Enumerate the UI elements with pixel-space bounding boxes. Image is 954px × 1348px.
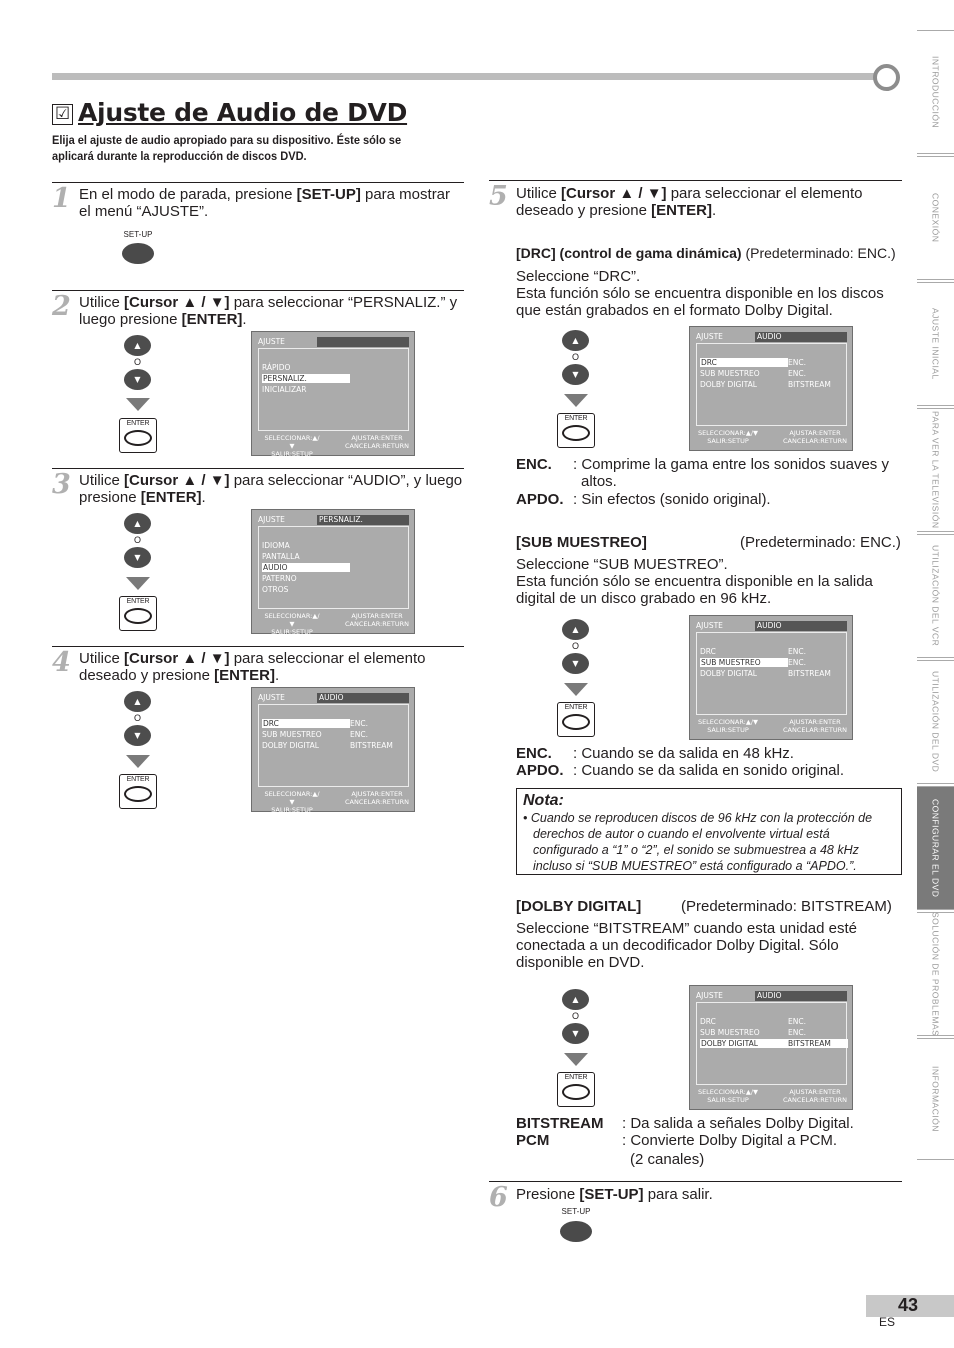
menu-item-rapido: RÁPIDO — [262, 363, 291, 372]
menu-item-sub-muestreo: SUB MUESTREO — [262, 730, 322, 739]
step-2-text: Utilice [Cursor ▲ / ▼] para seleccionar “PERSNALIZ.” y luego presione [ENTER]. — [79, 294, 458, 328]
screen-footer-left: SELECCIONAR:▲/▼ SALIR:SETUP — [697, 429, 759, 445]
sub-line-1: Seleccione “SUB MUESTREO”. — [516, 556, 728, 573]
step-5-rule — [489, 180, 902, 181]
menu-value-dolby: BITSTREAM — [788, 380, 831, 389]
setup-button-label: SET-UP — [123, 230, 153, 239]
menu-value-sub: ENC. — [788, 658, 806, 667]
sub-heading: [SUB MUESTREO] — [516, 534, 647, 551]
menu-item-dolby-digital: DOLBY DIGITAL — [700, 669, 757, 678]
step-6-rule — [489, 1181, 902, 1182]
menu-value-drc: ENC. — [788, 647, 806, 656]
dolby-line-1: Seleccione “BITSTREAM” cuando esta unidad esté conectada a un decodificador Dolby Digital. Sólo disponible en DVD. — [516, 920, 858, 971]
menu-screen-dolby-digital: AJUSTE AUDIO DRC SUB MUESTREO DOLBY DIGITAL ENC. ENC. BITSTREAM SELECCIONAR:▲/▼ SALIR:SETUP AJUSTAR:ENTER CANCELAR:RETURN — [689, 985, 853, 1110]
step-3-number: 3 — [52, 469, 71, 500]
dolby-value-pcm-channels: (2 canales) — [630, 1151, 705, 1168]
tab-para-ver-la-television[interactable]: PARA VER LA TELEVISIÓN — [917, 408, 954, 532]
arrow-down-icon — [126, 577, 150, 590]
cursor-down-icon[interactable]: ▼ — [124, 547, 151, 568]
tab-ajuste-inicial[interactable]: AJUSTE INICIAL — [917, 282, 954, 406]
menu-item-persnaliz: PERSNALIZ. — [262, 374, 350, 383]
dolby-heading: [DOLBY DIGITAL] — [516, 898, 642, 915]
sub-key-enc: ENC. — [516, 745, 552, 762]
sub-value-apdo: : Cuando se da salida en sonido original. — [573, 762, 845, 779]
step-4-text: Utilice [Cursor ▲ / ▼] para seleccionar el elemento deseado y presione [ENTER]. — [79, 650, 426, 684]
menu-item-idioma: IDIOMA — [262, 541, 290, 550]
sub-value-enc: : Cuando se da salida en 48 kHz. — [573, 745, 794, 762]
menu-item-drc: DRC — [700, 1017, 716, 1026]
drc-value-apdo: : Sin efectos (sonido original). — [573, 491, 771, 508]
cursor-up-icon[interactable]: ▲ — [124, 335, 151, 356]
step-2-rule — [52, 290, 464, 291]
menu-item-drc: DRC — [262, 719, 350, 728]
menu-item-audio: AUDIO — [262, 563, 350, 572]
menu-item-paterno: PATERNO — [262, 574, 297, 583]
arrow-down-icon — [126, 398, 150, 411]
tab-utilizacion-del-dvd[interactable]: UTILIZACIÓN DEL DVD — [917, 660, 954, 784]
cursor-up-icon[interactable]: ▲ — [562, 619, 589, 640]
step-5-number: 5 — [489, 181, 508, 212]
sub-key-apdo: APDO. — [516, 762, 564, 779]
step-4-rule — [52, 646, 464, 647]
dolby-key-bitstream: BITSTREAM — [516, 1115, 604, 1132]
screen-footer-left: SELECCIONAR:▲/▼ SALIR:SETUP — [697, 1088, 759, 1104]
step-6-number: 6 — [489, 1182, 508, 1213]
step-4-number: 4 — [52, 647, 71, 678]
menu-screen-audio: AJUSTE AUDIO DRC SUB MUESTREO DOLBY DIGITAL ENC. ENC. BITSTREAM SELECCIONAR:▲/▼ SALIR:SETUP AJUSTAR:ENTER CANCELAR:RETURN — [251, 687, 415, 812]
arrow-down-icon — [564, 394, 588, 407]
menu-value-sub: ENC. — [788, 1028, 806, 1037]
tab-introduccion[interactable]: INTRODUCCIÓN — [917, 30, 954, 154]
dolby-key-pcm: PCM — [516, 1132, 550, 1149]
menu-value-dolby: BITSTREAM — [788, 669, 831, 678]
enter-button-icon[interactable]: ENTER — [557, 1072, 595, 1107]
menu-screen-drc: AJUSTE AUDIO DRC SUB MUESTREO DOLBY DIGITAL ENC. ENC. BITSTREAM SELECCIONAR:▲/▼ SALIR:SETUP AJUSTAR:ENTER CANCELAR:RETURN — [689, 326, 853, 451]
step-3-text: Utilice [Cursor ▲ / ▼] para seleccionar “AUDIO”, y luego presione [ENTER]. — [79, 472, 463, 506]
tab-configurar-el-dvd[interactable]: CONFIGURAR EL DVD — [917, 786, 954, 910]
cursor-up-icon[interactable]: ▲ — [124, 691, 151, 712]
intro-text: Elija el ajuste de audio apropiado para su dispositivo. Éste sólo se aplicará durante la reproducción de discos DVD. — [52, 133, 402, 163]
screen-footer-right: AJUSTAR:ENTER CANCELAR:RETURN — [345, 612, 409, 628]
menu-item-sub-muestreo: SUB MUESTREO — [700, 369, 760, 378]
cursor-down-icon[interactable]: ▼ — [562, 1023, 589, 1044]
tab-utilizacion-del-vcr[interactable]: UTILIZACIÓN DEL VCR — [917, 534, 954, 658]
menu-item-inicializar: INICIALIZAR — [262, 385, 307, 394]
enter-button-icon[interactable]: ENTER — [119, 418, 157, 453]
drc-key-enc: ENC. — [516, 456, 552, 473]
step-5-text: Utilice [Cursor ▲ / ▼] para seleccionar el elemento deseado y presione [ENTER]. — [516, 185, 863, 219]
menu-value-sub: ENC. — [350, 730, 368, 739]
menu-value-dolby: BITSTREAM — [788, 1039, 848, 1048]
dolby-default: (Predeterminado: BITSTREAM) — [681, 898, 892, 915]
menu-item-sub-muestreo: SUB MUESTREO — [700, 1028, 760, 1037]
cursor-up-icon[interactable]: ▲ — [124, 513, 151, 534]
page-number-bar — [866, 1295, 954, 1317]
menu-value-dolby: BITSTREAM — [350, 741, 393, 750]
note-box — [516, 788, 902, 875]
cursor-down-icon[interactable]: ▼ — [124, 725, 151, 746]
tab-conexion[interactable]: CONEXIÓN — [917, 156, 954, 280]
menu-item-sub-muestreo: SUB MUESTREO — [700, 658, 788, 667]
screen-footer-right: AJUSTAR:ENTER CANCELAR:RETURN — [783, 718, 847, 734]
enter-button-icon[interactable]: ENTER — [119, 774, 157, 809]
screen-footer-left: SELECCIONAR:▲/▼ SALIR:SETUP — [697, 718, 759, 734]
step-6-text: Presione [SET-UP] para salir. — [516, 1186, 713, 1203]
arrow-down-icon — [126, 755, 150, 768]
cursor-down-icon[interactable]: ▼ — [562, 653, 589, 674]
drc-value-enc: : Comprime la gama entre los sonidos suaves y altos. — [573, 456, 889, 490]
menu-value-sub: ENC. — [788, 369, 806, 378]
menu-item-dolby-digital: DOLBY DIGITAL — [700, 1039, 788, 1048]
sub-line-2: Esta función sólo se encuentra disponible en la salida digital de un disco grabado en 96 kHz. — [516, 573, 873, 607]
screen-footer-right: AJUSTAR:ENTER CANCELAR:RETURN — [345, 434, 409, 450]
arrow-down-icon — [564, 683, 588, 696]
or-label: O — [571, 352, 579, 362]
screen-footer-left: SELECCIONAR:▲/▼ SALIR:SETUP — [264, 434, 320, 458]
top-rule — [52, 73, 887, 80]
enter-button-icon[interactable]: ENTER — [119, 596, 157, 631]
cursor-down-icon[interactable]: ▼ — [124, 369, 151, 390]
screen-footer-right: AJUSTAR:ENTER CANCELAR:RETURN — [783, 429, 847, 445]
menu-item-dolby-digital: DOLBY DIGITAL — [700, 380, 757, 389]
cursor-up-icon[interactable]: ▲ — [562, 330, 589, 351]
cursor-up-icon[interactable]: ▲ — [562, 989, 589, 1010]
arrow-down-icon — [564, 1053, 588, 1066]
menu-item-otros: OTROS — [262, 585, 289, 594]
checkbox-icon: ☑ — [52, 104, 73, 125]
screen-footer-left: SELECCIONAR:▲/▼ SALIR:SETUP — [264, 612, 320, 636]
drc-key-apdo: APDO. — [516, 491, 564, 508]
menu-screen-persnaliz: AJUSTE PERSNALIZ. IDIOMA PANTALLA AUDIO PATERNO OTROS SELECCIONAR:▲/▼ SALIR:SETUP AJUSTAR:ENTER CANCELAR:RETURN — [251, 509, 415, 634]
dolby-value-bitstream: : Da salida a señales Dolby Digital. — [622, 1115, 854, 1132]
screen-footer-right: AJUSTAR:ENTER CANCELAR:RETURN — [345, 790, 409, 806]
menu-value-drc: ENC. — [788, 358, 806, 367]
note-text: • Cuando se reproducen discos de 96 kHz con la protección de derechos de autor o cuando el envolvente virtual está configurado a “1” o “2”, el sonido se submuestrea a 48 kHz incluso si “SUB MUESTREO” está configurado a “APDO.”. — [523, 811, 873, 873]
setup-button-label: SET-UP — [561, 1207, 591, 1216]
dolby-value-pcm: : Convierte Dolby Digital a PCM. — [622, 1132, 838, 1149]
menu-value-drc: ENC. — [350, 719, 368, 728]
screen-footer-left: SELECCIONAR:▲/▼ SALIR:SETUP — [264, 790, 320, 814]
or-label: O — [133, 357, 141, 367]
drc-line-2: Esta función sólo se encuentra disponible en los discos que están grabados en el formato Dolby Digital. — [516, 285, 884, 319]
tab-solucion-de-problemas[interactable]: SOLUCIÓN DE PROBLEMAS — [917, 912, 954, 1036]
menu-screen-ajuste: AJUSTE RÁPIDO PERSNALIZ. INICIALIZAR SELECCIONAR:▲/▼ SALIR:SETUP AJUSTAR:ENTER CANCELAR:RETURN — [251, 331, 415, 456]
menu-item-drc: DRC — [700, 358, 788, 367]
menu-item-pantalla: PANTALLA — [262, 552, 300, 561]
tab-informacion[interactable]: INFORMACIÓN — [917, 1038, 954, 1160]
or-label: O — [133, 713, 141, 723]
enter-button-icon[interactable]: ENTER — [557, 413, 595, 448]
step-1-rule — [52, 182, 464, 183]
drc-line-1: Seleccione “DRC”. — [516, 268, 641, 285]
menu-item-dolby-digital: DOLBY DIGITAL — [262, 741, 319, 750]
drc-heading: [DRC] (control de gama dinámica) (Predeterminado: ENC.) — [516, 245, 896, 261]
top-rule-circle — [873, 64, 900, 91]
screen-footer-right: AJUSTAR:ENTER CANCELAR:RETURN — [783, 1088, 847, 1104]
enter-button-icon[interactable]: ENTER — [557, 702, 595, 737]
step-2-number: 2 — [52, 291, 71, 322]
page-title: ☑ Ajuste de Audio de DVD — [52, 98, 407, 127]
or-label: O — [133, 535, 141, 545]
note-heading: Nota: — [523, 792, 564, 809]
language-code: ES — [879, 1315, 896, 1329]
step-1-text: En el modo de parada, presione [SET-UP] para mostrar el menú “AJUSTE”. — [79, 186, 451, 220]
step-3-rule — [52, 468, 464, 469]
or-label: O — [571, 1011, 579, 1021]
page-number: 43 — [897, 1295, 918, 1315]
menu-value-drc: ENC. — [788, 1017, 806, 1026]
setup-button-icon[interactable] — [122, 243, 154, 264]
menu-item-drc: DRC — [700, 647, 716, 656]
sub-default: (Predeterminado: ENC.) — [740, 534, 901, 551]
or-label: O — [571, 641, 579, 651]
setup-button-icon[interactable] — [560, 1221, 592, 1242]
menu-screen-sub-muestreo: AJUSTE AUDIO DRC SUB MUESTREO DOLBY DIGITAL ENC. ENC. BITSTREAM SELECCIONAR:▲/▼ SALIR:SETUP AJUSTAR:ENTER CANCELAR:RETURN — [689, 615, 853, 740]
cursor-down-icon[interactable]: ▼ — [562, 364, 589, 385]
step-1-number: 1 — [52, 183, 71, 214]
